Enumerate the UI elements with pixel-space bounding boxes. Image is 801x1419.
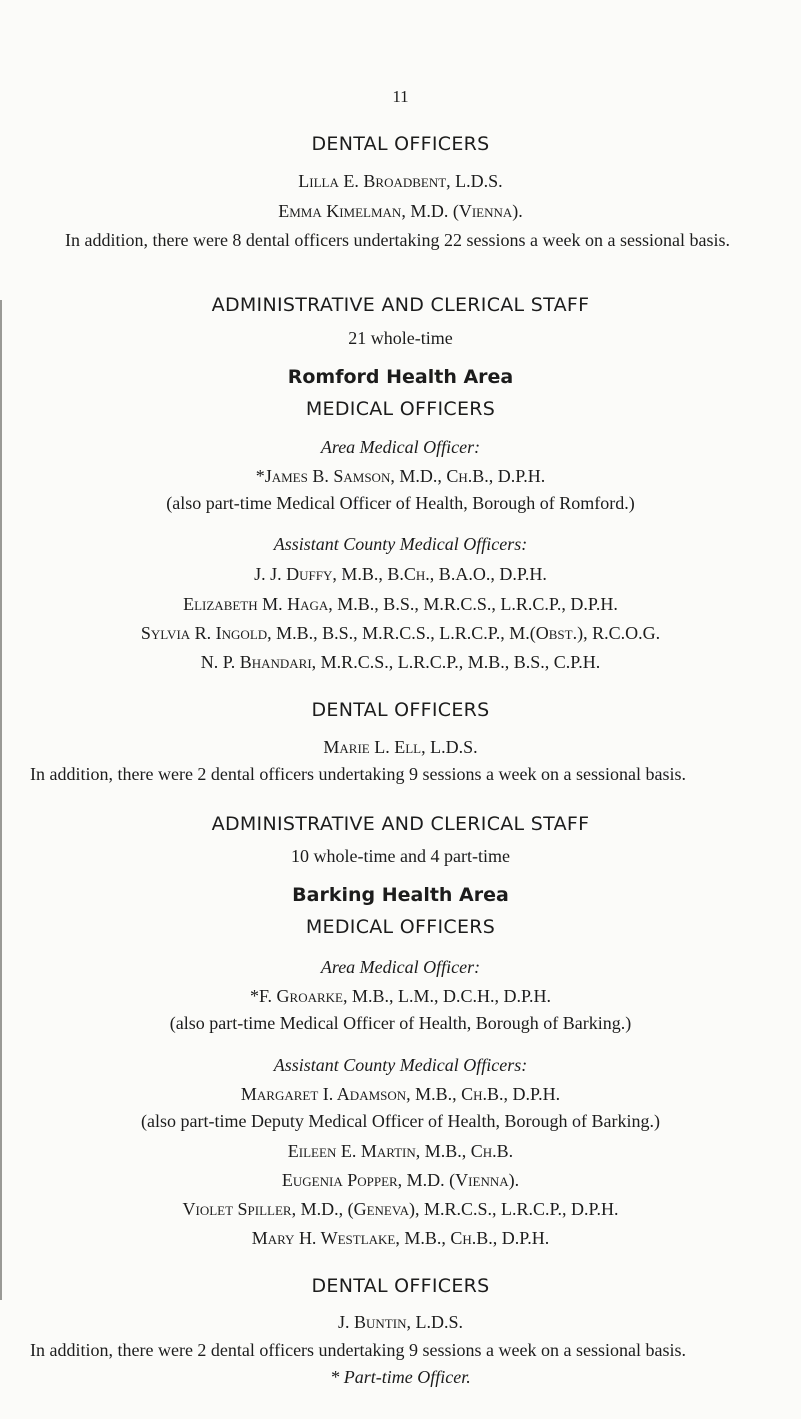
barking-acmo-name: Eileen E. Martin, M.B., Ch.B. (287, 1141, 514, 1161)
barking-area-title: Barking Health Area (292, 884, 509, 906)
barking-acmo-note: (also part-time Deputy Medical Officer of Health, Borough of Barking.) (140, 1111, 660, 1131)
barking-dental-officer: J. Buntin, L.D.S. (338, 1312, 463, 1332)
romford-amo-name: *James B. Samson, M.D., Ch.B., D.P.H. (255, 466, 546, 486)
romford-dental-heading: DENTAL OFFICERS (311, 699, 490, 721)
romford-dental-note: In addition, there were 2 dental officers undertaking 9 sessions a week on a sessional basis. (30, 764, 686, 784)
barking-amo-label: Area Medical Officer: (320, 957, 481, 977)
romford-acmo-name: Sylvia R. Ingold, M.B., B.S., M.R.C.S., L.R.C.P., M.(Obst.), R.C.O.G. (140, 623, 661, 643)
romford-acmo-name: J. J. Duffy, M.B., B.Ch., B.A.O., D.P.H. (254, 564, 547, 584)
romford-acmo-name: N. P. Bhandari, M.R.C.S., L.R.C.P., M.B., B.S., C.P.H. (200, 652, 601, 672)
barking-medical-heading: MEDICAL OFFICERS (305, 916, 496, 938)
dental-sessional-note: In addition, there were 8 dental officers undertaking 22 sessions a week on a sessional basis. (65, 230, 730, 250)
page-number: 11 (392, 87, 409, 106)
part-time-footnote: * Part-time Officer. (330, 1367, 471, 1387)
romford-acmo-label: Assistant County Medical Officers: (273, 534, 528, 554)
romford-amo-label: Area Medical Officer: (320, 437, 481, 457)
barking-amo-note: (also part-time Medical Officer of Health, Borough of Barking.) (169, 1013, 632, 1033)
romford-acmo-name: Elizabeth M. Haga, M.B., B.S., M.R.C.S., L.R.C.P., D.P.H. (183, 594, 618, 614)
admin-staff-heading: ADMINISTRATIVE AND CLERICAL STAFF (211, 294, 590, 316)
barking-acmo-name: Mary H. Westlake, M.B., Ch.B., D.P.H. (251, 1228, 550, 1248)
romford-dental-officer: Marie L. Ell, L.D.S. (323, 737, 478, 757)
romford-admin-heading: ADMINISTRATIVE AND CLERICAL STAFF (211, 813, 590, 835)
barking-acmo-name: Eugenia Popper, M.D. (Vienna). (281, 1170, 520, 1190)
romford-admin-count: 10 whole-time and 4 part-time (291, 846, 510, 866)
barking-acmo-name: Margaret I. Adamson, M.B., Ch.B., D.P.H. (240, 1084, 561, 1104)
dental-officers-heading: DENTAL OFFICERS (311, 133, 490, 155)
romford-amo-note: (also part-time Medical Officer of Health, Borough of Romford.) (166, 493, 635, 513)
romford-medical-heading: MEDICAL OFFICERS (305, 398, 496, 420)
barking-amo-name: *F. Groarke, M.B., L.M., D.C.H., D.P.H. (249, 986, 552, 1006)
barking-dental-note: In addition, there were 2 dental officers undertaking 9 sessions a week on a sessional basis. (30, 1340, 686, 1360)
dental-officer-name: Lilla E. Broadbent, L.D.S. (298, 171, 503, 191)
barking-acmo-name: Violet Spiller, M.D., (Geneva), M.R.C.S., L.R.C.P., D.P.H. (182, 1199, 619, 1219)
barking-acmo-label: Assistant County Medical Officers: (273, 1055, 528, 1075)
barking-dental-heading: DENTAL OFFICERS (311, 1275, 490, 1297)
romford-area-title: Romford Health Area (287, 366, 514, 388)
admin-staff-count: 21 whole-time (348, 328, 453, 348)
dental-officer-name: Emma Kimelman, M.D. (Vienna). (278, 201, 523, 221)
